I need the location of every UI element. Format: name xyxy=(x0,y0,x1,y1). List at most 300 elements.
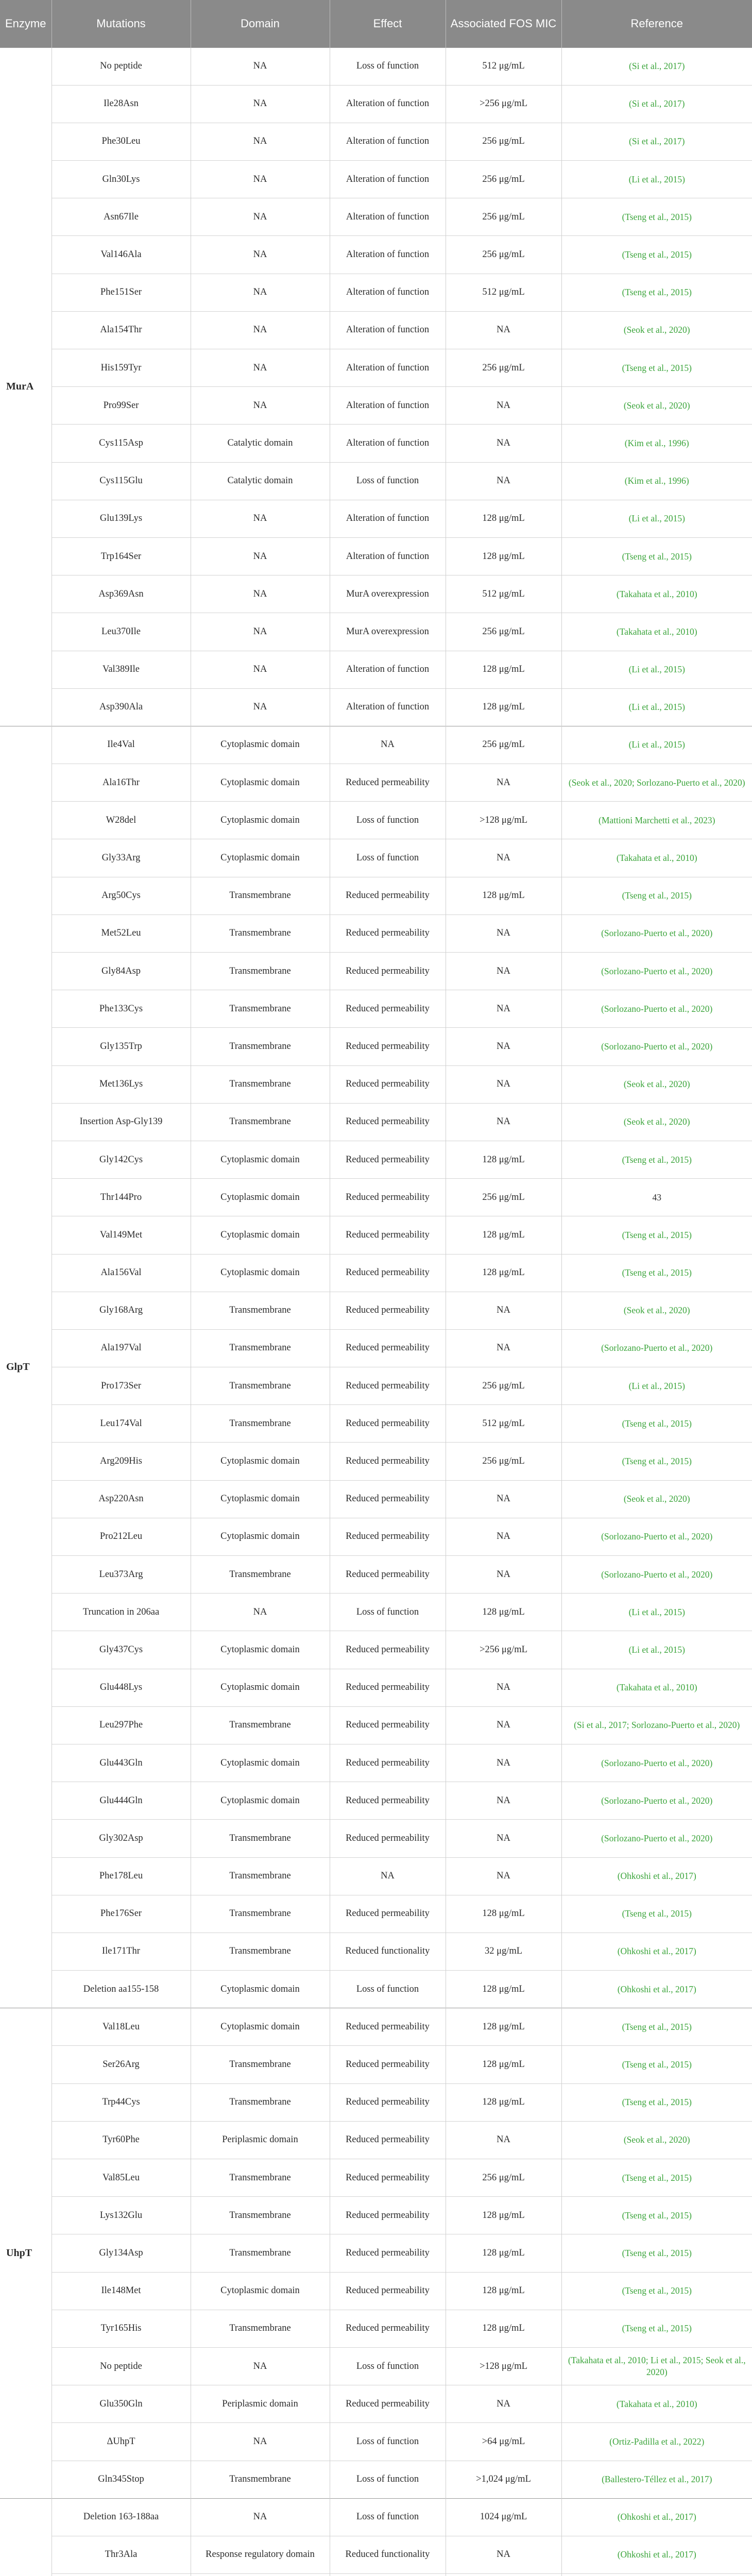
table-row xyxy=(0,802,752,839)
mutation-cell: Glu350Gln xyxy=(52,2385,191,2423)
reference-cell[interactable]: (Ohkoshi et al., 2017) xyxy=(561,1971,752,2008)
mic-cell: >128 μg/mL xyxy=(446,2347,561,2385)
reference-cell[interactable]: (Tseng et al., 2015) xyxy=(561,2046,752,2083)
reference-cell[interactable]: (Sorlozano-Puerto et al., 2020) xyxy=(561,1744,752,1782)
reference-cell[interactable]: (Ohkoshi et al., 2017) xyxy=(561,1933,752,1970)
mic-cell: 256 μg/mL xyxy=(446,613,561,651)
table-row xyxy=(0,1405,752,1443)
reference-cell[interactable]: (Tseng et al., 2015) xyxy=(561,198,752,236)
domain-cell: Transmembrane xyxy=(191,2234,330,2272)
mic-cell: 128 μg/mL xyxy=(446,2310,561,2347)
domain-cell: Cytoplasmic domain xyxy=(191,1179,330,1216)
table-row xyxy=(0,2536,752,2573)
mic-cell: NA xyxy=(446,311,561,349)
effect-cell: Reduced permeability xyxy=(330,1216,446,1254)
mic-cell: 128 μg/mL xyxy=(446,1594,561,1631)
effect-cell: Reduced permeability xyxy=(330,2083,446,2121)
table-row xyxy=(0,2385,752,2423)
mutation-cell: Ile171Thr xyxy=(52,1933,191,1970)
mic-cell: NA xyxy=(446,1820,561,1857)
mutation-cell: Val18Leu xyxy=(52,2008,191,2046)
effect-cell: Reduced permeability xyxy=(330,2234,446,2272)
effect-cell: Alteration of function xyxy=(330,236,446,274)
mutation-cell: Phe30Leu xyxy=(52,123,191,160)
table-row xyxy=(0,990,752,1028)
effect-cell: Alteration of function xyxy=(330,311,446,349)
reference-cell[interactable]: (Seok et al., 2020) xyxy=(561,1292,752,1329)
reference-cell[interactable]: (Li et al., 2015) xyxy=(561,1594,752,1631)
reference-cell[interactable] xyxy=(561,2574,752,2576)
mutation-cell: No peptide xyxy=(52,47,191,85)
domain-cell: Cytoplasmic domain xyxy=(191,1631,330,1669)
reference-cell[interactable]: (Si et al., 2017) xyxy=(561,85,752,123)
reference-cell[interactable]: (Seok et al., 2020) xyxy=(561,311,752,349)
mic-cell: NA xyxy=(446,953,561,990)
reference-cell[interactable]: (Takahata et al., 2010) xyxy=(561,839,752,877)
domain-cell: Cytoplasmic domain xyxy=(191,839,330,877)
reference-cell[interactable]: (Sorlozano-Puerto et al., 2020) xyxy=(561,1556,752,1594)
table-row xyxy=(0,2121,752,2159)
domain-cell: Cytoplasmic domain xyxy=(191,1971,330,2008)
mutation-cell: Insertion Asp-Gly139 xyxy=(52,1103,191,1141)
table-row xyxy=(0,1329,752,1367)
table-row xyxy=(0,311,752,349)
mic-cell: 128 μg/mL xyxy=(446,2008,561,2046)
effect-cell: Reduced permeability xyxy=(330,1895,446,1933)
mutation-cell: Gly33Arg xyxy=(52,839,191,877)
effect-cell: Reduced permeability xyxy=(330,2121,446,2159)
effect-cell: Reduced permeability xyxy=(330,1669,446,1706)
table-body xyxy=(0,47,752,2576)
table-row xyxy=(0,613,752,651)
reference-cell[interactable]: (Seok et al., 2020) xyxy=(561,1103,752,1141)
mic-cell: 128 μg/mL xyxy=(446,1216,561,1254)
reference-cell[interactable]: (Takahata et al., 2010) xyxy=(561,575,752,613)
effect-cell: MurA overexpression xyxy=(330,575,446,613)
domain-cell: NA xyxy=(191,123,330,160)
effect-cell: Alteration of function xyxy=(330,349,446,387)
table-row xyxy=(0,1782,752,1820)
reference-cell[interactable]: (Tseng et al., 2015) xyxy=(561,2008,752,2046)
reference-cell[interactable]: (Tseng et al., 2015) xyxy=(561,236,752,274)
mutation-cell: Glu139Lys xyxy=(52,500,191,537)
effect-cell xyxy=(330,2574,446,2576)
mutation-cell: His159Tyr xyxy=(52,349,191,387)
mic-cell: 256 μg/mL xyxy=(446,726,561,764)
table-row xyxy=(0,2083,752,2121)
table-row xyxy=(0,1820,752,1857)
domain-cell: Cytoplasmic domain xyxy=(191,1443,330,1480)
reference-cell[interactable]: (Seok et al., 2020) xyxy=(561,1065,752,1103)
reference-cell[interactable]: (Tseng et al., 2015) xyxy=(561,274,752,311)
domain-cell: Cytoplasmic domain xyxy=(191,1141,330,1178)
mutation-cell: Thr3Ala xyxy=(52,2536,191,2573)
mic-cell: 128 μg/mL xyxy=(446,500,561,537)
mutation-cell: Asp390Ala xyxy=(52,688,191,726)
mutation-cell: Ala154Thr xyxy=(52,311,191,349)
domain-cell: NA xyxy=(191,2423,330,2461)
mic-cell: 128 μg/mL xyxy=(446,1971,561,2008)
reference-cell[interactable]: (Tseng et al., 2015) xyxy=(561,349,752,387)
table-row xyxy=(0,1971,752,2008)
mic-cell: 512 μg/mL xyxy=(446,1405,561,1443)
mutation-cell: W28del xyxy=(52,802,191,839)
mutation-cell: Glu443Gln xyxy=(52,1744,191,1782)
mutation-cell: Cys115Asp xyxy=(52,425,191,462)
mutation-cell: Val389Ile xyxy=(52,651,191,688)
effect-cell: Reduced permeability xyxy=(330,914,446,952)
reference-cell[interactable]: (Takahata et al., 2010) xyxy=(561,2385,752,2423)
mic-cell: NA xyxy=(446,1329,561,1367)
effect-cell: Loss of function xyxy=(330,2347,446,2385)
table-row xyxy=(0,2498,752,2536)
reference-cell[interactable]: (Takahata et al., 2010; Li et al., 2015; Seok et al., 2020) xyxy=(561,2347,752,2385)
table-row xyxy=(0,953,752,990)
effect-cell: MurA overexpression xyxy=(330,613,446,651)
domain-cell: NA xyxy=(191,613,330,651)
mic-cell: NA xyxy=(446,387,561,425)
mic-cell: NA xyxy=(446,1669,561,1706)
domain-cell: Catalytic domain xyxy=(191,462,330,500)
table-row xyxy=(0,877,752,914)
domain-cell: Transmembrane xyxy=(191,1405,330,1443)
domain-cell: Transmembrane xyxy=(191,1028,330,1065)
mic-cell: NA xyxy=(446,839,561,877)
mic-cell: >128 μg/mL xyxy=(446,802,561,839)
effect-cell: Reduced permeability xyxy=(330,1405,446,1443)
reference-cell[interactable]: (Seok et al., 2020) xyxy=(561,387,752,425)
table-row xyxy=(0,1065,752,1103)
mic-cell: NA xyxy=(446,2536,561,2573)
mic-cell: NA xyxy=(446,1480,561,1518)
table-row xyxy=(0,1556,752,1594)
mic-cell: 128 μg/mL xyxy=(446,688,561,726)
domain-cell: NA xyxy=(191,161,330,198)
effect-cell: Reduced permeability xyxy=(330,2310,446,2347)
mutation-cell: Pro173Ser xyxy=(52,1367,191,1405)
mic-cell: 256 μg/mL xyxy=(446,1367,561,1405)
table-row xyxy=(0,651,752,688)
table-row xyxy=(0,1706,752,1744)
effect-cell: Alteration of function xyxy=(330,198,446,236)
reference-cell[interactable]: (Tseng et al., 2015) xyxy=(561,537,752,575)
domain-cell: Transmembrane xyxy=(191,1292,330,1329)
table-row xyxy=(0,1518,752,1555)
reference-cell[interactable]: (Li et al., 2015) xyxy=(561,1367,752,1405)
mic-cell: 128 μg/mL xyxy=(446,2272,561,2310)
mutation-cell: Glu448Lys xyxy=(52,1669,191,1706)
domain-cell: Transmembrane xyxy=(191,2310,330,2347)
domain-cell: Transmembrane xyxy=(191,1103,330,1141)
effect-cell: Reduced permeability xyxy=(330,1329,446,1367)
domain-cell: NA xyxy=(191,2347,330,2385)
effect-cell: Reduced permeability xyxy=(330,1103,446,1141)
mic-cell: 512 μg/mL xyxy=(446,274,561,311)
domain-cell: Cytoplasmic domain xyxy=(191,726,330,764)
effect-cell: Reduced permeability xyxy=(330,877,446,914)
mic-cell: 512 μg/mL xyxy=(446,575,561,613)
reference-cell[interactable]: (Tseng et al., 2015) xyxy=(561,877,752,914)
mutation-cell: Ile4Val xyxy=(52,726,191,764)
domain-cell: NA xyxy=(191,500,330,537)
reference-cell[interactable]: (Li et al., 2015) xyxy=(561,726,752,764)
table-row xyxy=(0,1669,752,1706)
mutation-cell: Val85Leu xyxy=(52,2159,191,2197)
mic-cell: NA xyxy=(446,914,561,952)
effect-cell: Loss of function xyxy=(330,1971,446,2008)
mic-cell: >256 μg/mL xyxy=(446,1631,561,1669)
reference-cell[interactable]: (Tseng et al., 2015) xyxy=(561,1254,752,1292)
enzyme-cell: MurA xyxy=(0,47,52,726)
reference-cell[interactable]: (Si et al., 2017) xyxy=(561,47,752,85)
effect-cell: Loss of function xyxy=(330,2498,446,2536)
reference-cell[interactable]: (Tseng et al., 2015) xyxy=(561,2272,752,2310)
reference-cell[interactable]: (Sorlozano-Puerto et al., 2020) xyxy=(561,1782,752,1820)
mutation-cell: Asp220Asn xyxy=(52,1480,191,1518)
table-row xyxy=(0,123,752,160)
mic-cell: NA xyxy=(446,1706,561,1744)
reference-cell[interactable]: (Ohkoshi et al., 2017) xyxy=(561,2536,752,2573)
reference-cell[interactable]: (Tseng et al., 2015) xyxy=(561,2159,752,2197)
table-row xyxy=(0,274,752,311)
header-reference: Reference xyxy=(561,0,752,47)
reference-cell: 43 xyxy=(561,1179,752,1216)
reference-cell[interactable]: (Tseng et al., 2015) xyxy=(561,1141,752,1178)
reference-cell[interactable]: (Sorlozano-Puerto et al., 2020) xyxy=(561,1329,752,1367)
effect-cell: Reduced permeability xyxy=(330,1443,446,1480)
mic-cell: 256 μg/mL xyxy=(446,123,561,160)
reference-cell[interactable]: (Li et al., 2015) xyxy=(561,500,752,537)
table-row xyxy=(0,47,752,85)
domain-cell: Transmembrane xyxy=(191,1857,330,1895)
effect-cell: Reduced permeability xyxy=(330,1782,446,1820)
domain-cell: Transmembrane xyxy=(191,2461,330,2498)
reference-cell[interactable]: (Sorlozano-Puerto et al., 2020) xyxy=(561,1518,752,1555)
mic-cell: 256 μg/mL xyxy=(446,1443,561,1480)
domain-cell: NA xyxy=(191,651,330,688)
domain-cell: Transmembrane xyxy=(191,2197,330,2234)
mutation-cell: Phe133Cys xyxy=(52,990,191,1028)
reference-cell[interactable]: (Ballestero-Téllez et al., 2017) xyxy=(561,2461,752,2498)
effect-cell: Reduced permeability xyxy=(330,764,446,802)
mutation-cell: Gln345Stop xyxy=(52,2461,191,2498)
reference-cell[interactable]: (Si et al., 2017; Sorlozano-Puerto et al., 2020) xyxy=(561,1706,752,1744)
mic-cell: NA xyxy=(446,1028,561,1065)
table-row xyxy=(0,1179,752,1216)
mic-cell: NA xyxy=(446,1103,561,1141)
reference-cell[interactable]: (Tseng et al., 2015) xyxy=(561,2083,752,2121)
table-row xyxy=(0,236,752,274)
reference-cell[interactable]: (Seok et al., 2020) xyxy=(561,2121,752,2159)
reference-cell[interactable]: (Tseng et al., 2015) xyxy=(561,1216,752,1254)
mutation-cell: Met136Lys xyxy=(52,1065,191,1103)
mutation-cell: Ile148Met xyxy=(52,2272,191,2310)
reference-cell[interactable]: (Seok et al., 2020) xyxy=(561,1480,752,1518)
domain-cell: Transmembrane xyxy=(191,914,330,952)
mutation-cell: Leu373Arg xyxy=(52,1556,191,1594)
reference-cell[interactable]: (Ohkoshi et al., 2017) xyxy=(561,1857,752,1895)
mic-cell: 256 μg/mL xyxy=(446,1179,561,1216)
table-row xyxy=(0,1103,752,1141)
effect-cell: Loss of function xyxy=(330,802,446,839)
table-row xyxy=(0,1631,752,1669)
mutation-cell: Glu444Gln xyxy=(52,1782,191,1820)
reference-cell[interactable]: (Sorlozano-Puerto et al., 2020) xyxy=(561,1028,752,1065)
domain-cell: Transmembrane xyxy=(191,1820,330,1857)
mic-cell: 256 μg/mL xyxy=(446,161,561,198)
mic-cell: 256 μg/mL xyxy=(446,349,561,387)
effect-cell: Reduced permeability xyxy=(330,1556,446,1594)
table-row xyxy=(0,2197,752,2234)
reference-cell[interactable]: (Li et al., 2015) xyxy=(561,651,752,688)
domain-cell: NA xyxy=(191,274,330,311)
mic-cell: NA xyxy=(446,1556,561,1594)
effect-cell: Alteration of function xyxy=(330,500,446,537)
mutation-cell: Arg50Cys xyxy=(52,877,191,914)
table-row xyxy=(0,2234,752,2272)
table-row xyxy=(0,2008,752,2046)
mutation-cell: Truncation in 206aa xyxy=(52,1594,191,1631)
table-row xyxy=(0,2461,752,2498)
reference-cell[interactable]: (Li et al., 2015) xyxy=(561,688,752,726)
reference-cell[interactable]: (Seok et al., 2020; Sorlozano-Puerto et al., 2020) xyxy=(561,764,752,802)
mic-cell: >64 μg/mL xyxy=(446,2423,561,2461)
reference-cell[interactable]: (Tseng et al., 2015) xyxy=(561,1405,752,1443)
reference-cell[interactable]: (Ohkoshi et al., 2017) xyxy=(561,2498,752,2536)
table-row xyxy=(0,2272,752,2310)
reference-cell[interactable]: (Li et al., 2015) xyxy=(561,161,752,198)
domain-cell xyxy=(191,2574,330,2576)
effect-cell: Reduced permeability xyxy=(330,990,446,1028)
effect-cell: Loss of function xyxy=(330,839,446,877)
effect-cell: Reduced functionality xyxy=(330,1933,446,1970)
domain-cell: Cytoplasmic domain xyxy=(191,1480,330,1518)
table-row xyxy=(0,1895,752,1933)
enzyme-cell: GlpT xyxy=(0,726,52,2008)
mic-cell: 128 μg/mL xyxy=(446,2083,561,2121)
domain-cell: NA xyxy=(191,2498,330,2536)
mutation-cell: Phe151Ser xyxy=(52,274,191,311)
mic-cell: 256 μg/mL xyxy=(446,236,561,274)
table-row xyxy=(0,161,752,198)
reference-cell[interactable]: (Tseng et al., 2015) xyxy=(561,2310,752,2347)
effect-cell: Reduced permeability xyxy=(330,1254,446,1292)
table-row xyxy=(0,1594,752,1631)
table-row xyxy=(0,1744,752,1782)
mic-cell: NA xyxy=(446,2121,561,2159)
mutation-cell: No peptide xyxy=(52,2347,191,2385)
domain-cell: Periplasmic domain xyxy=(191,2121,330,2159)
mutation-cell: Pro99Ser xyxy=(52,387,191,425)
mutation-cell: Arg209His xyxy=(52,1443,191,1480)
domain-cell: Cytoplasmic domain xyxy=(191,802,330,839)
effect-cell: Reduced permeability xyxy=(330,2008,446,2046)
domain-cell: Response regulatory domain xyxy=(191,2536,330,2573)
table-row xyxy=(0,1857,752,1895)
reference-cell[interactable]: (Tseng et al., 2015) xyxy=(561,2197,752,2234)
mic-cell: 128 μg/mL xyxy=(446,537,561,575)
mutation-cell: Asp369Asn xyxy=(52,575,191,613)
enzyme-cell: UhpT xyxy=(0,2008,52,2498)
mic-cell: NA xyxy=(446,1744,561,1782)
reference-cell[interactable]: (Takahata et al., 2010) xyxy=(561,613,752,651)
reference-cell[interactable]: (Sorlozano-Puerto et al., 2020) xyxy=(561,990,752,1028)
domain-cell: NA xyxy=(191,311,330,349)
domain-cell: NA xyxy=(191,85,330,123)
reference-cell[interactable]: (Li et al., 2015) xyxy=(561,1631,752,1669)
reference-cell[interactable]: (Takahata et al., 2010) xyxy=(561,1669,752,1706)
table-row xyxy=(0,2310,752,2347)
effect-cell: Reduced permeability xyxy=(330,2197,446,2234)
mutation-cell: Met52Leu xyxy=(52,914,191,952)
reference-cell[interactable]: (Ortiz-Padilla et al., 2022) xyxy=(561,2423,752,2461)
mutation-cell: Ser26Arg xyxy=(52,2046,191,2083)
domain-cell: Cytoplasmic domain xyxy=(191,1782,330,1820)
table-row xyxy=(0,1933,752,1970)
mutation-cell: Ile28Asn xyxy=(52,85,191,123)
mic-cell: NA xyxy=(446,1857,561,1895)
reference-cell[interactable]: (Tseng et al., 2015) xyxy=(561,2234,752,2272)
table-row xyxy=(0,726,752,764)
effect-cell: Reduced permeability xyxy=(330,1141,446,1178)
mic-cell: 32 μg/mL xyxy=(446,1933,561,1970)
table-row xyxy=(0,1141,752,1178)
mic-cell: NA xyxy=(446,990,561,1028)
reference-cell[interactable]: (Si et al., 2017) xyxy=(561,123,752,160)
mutation-cell: Val146Ala xyxy=(52,236,191,274)
reference-cell[interactable]: (Kim et al., 1996) xyxy=(561,425,752,462)
table-row xyxy=(0,1028,752,1065)
reference-cell[interactable]: (Sorlozano-Puerto et al., 2020) xyxy=(561,914,752,952)
mutation-cell: Tyr165His xyxy=(52,2310,191,2347)
table-row xyxy=(0,1254,752,1292)
domain-cell: NA xyxy=(191,236,330,274)
reference-cell[interactable]: (Kim et al., 1996) xyxy=(561,462,752,500)
mutation-cell: Gly142Cys xyxy=(52,1141,191,1178)
reference-cell[interactable]: (Sorlozano-Puerto et al., 2020) xyxy=(561,1820,752,1857)
reference-cell[interactable]: (Sorlozano-Puerto et al., 2020) xyxy=(561,953,752,990)
effect-cell: Reduced permeability xyxy=(330,1480,446,1518)
mutation-cell: Leu174Val xyxy=(52,1405,191,1443)
mic-cell: NA xyxy=(446,764,561,802)
reference-cell[interactable]: (Tseng et al., 2015) xyxy=(561,1443,752,1480)
mic-cell: NA xyxy=(446,462,561,500)
mutation-cell: Gly168Arg xyxy=(52,1292,191,1329)
effect-cell: NA xyxy=(330,726,446,764)
mutation-cell: Gly84Asp xyxy=(52,953,191,990)
effect-cell: Alteration of function xyxy=(330,274,446,311)
reference-cell[interactable]: (Mattioni Marchetti et al., 2023) xyxy=(561,802,752,839)
mic-cell: 128 μg/mL xyxy=(446,651,561,688)
mutation-cell: Deletion aa155-158 xyxy=(52,1971,191,2008)
mutation-cell: Trp164Ser xyxy=(52,537,191,575)
table-row xyxy=(0,839,752,877)
table-row xyxy=(0,500,752,537)
effect-cell: Alteration of function xyxy=(330,651,446,688)
header-enzyme: Enzyme xyxy=(0,0,52,47)
mic-cell xyxy=(446,2574,561,2576)
effect-cell: NA xyxy=(330,1857,446,1895)
domain-cell: Cytoplasmic domain xyxy=(191,1669,330,1706)
reference-cell[interactable]: (Tseng et al., 2015) xyxy=(561,1895,752,1933)
table-row xyxy=(0,1480,752,1518)
effect-cell: Reduced permeability xyxy=(330,953,446,990)
domain-cell: Cytoplasmic domain xyxy=(191,1216,330,1254)
domain-cell: Cytoplasmic domain xyxy=(191,1744,330,1782)
mic-cell: 128 μg/mL xyxy=(446,2197,561,2234)
table-row xyxy=(0,764,752,802)
table-row xyxy=(0,1367,752,1405)
